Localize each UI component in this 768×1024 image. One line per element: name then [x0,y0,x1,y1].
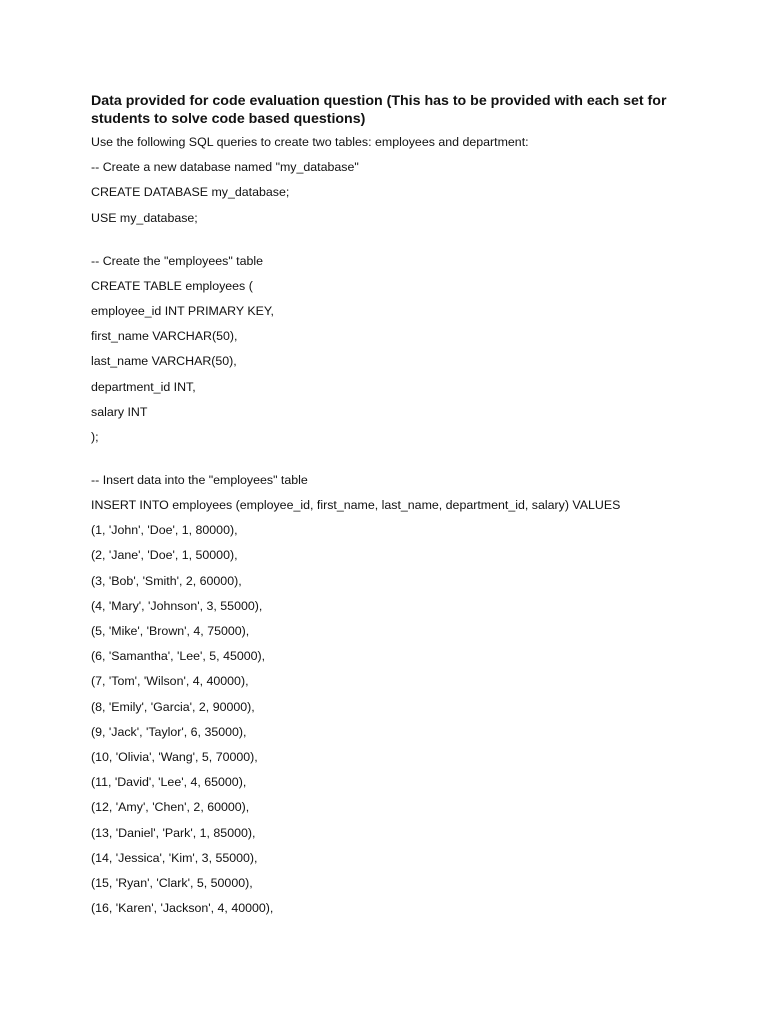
code-line: -- Insert data into the "employees" table [91,472,308,487]
code-line: ); [91,429,99,444]
code-line: last_name VARCHAR(50), [91,354,237,369]
code-line: (12, 'Amy', 'Chen', 2, 60000), [91,800,250,815]
code-line: (15, 'Ryan', 'Clark', 5, 50000), [91,875,253,890]
intro-text: Use the following SQL queries to create two tables: employees and department: [91,135,529,149]
document-heading: Data provided for code evaluation question (This has to be provided with each set for students to solve code based questions) [91,93,667,127]
code-line: salary INT [91,404,148,419]
code-line: (1, 'John', 'Doe', 1, 80000), [91,523,238,538]
code-line: (16, 'Karen', 'Jackson', 4, 40000), [91,901,274,916]
code-line: (10, 'Olivia', 'Wang', 5, 70000), [91,749,258,764]
insert-data-section [91,473,691,915]
code-line: (8, 'Emily', 'Garcia', 2, 90000), [91,699,255,714]
code-line: CREATE TABLE employees ( [91,278,253,293]
create-table-section [91,254,691,444]
code-line: department_id INT, [91,379,196,394]
code-line: employee_id INT PRIMARY KEY, [91,303,274,318]
code-line: CREATE DATABASE my_database; [91,185,290,200]
code-line: (7, 'Tom', 'Wilson', 4, 40000), [91,674,249,689]
create-database-section [91,160,691,224]
code-line: USE my_database; [91,210,198,225]
code-line: (9, 'Jack', 'Taylor', 6, 35000), [91,724,247,739]
code-line: -- Create a new database named "my_database" [91,160,359,175]
code-line: (2, 'Jane', 'Doe', 1, 50000), [91,548,238,563]
code-line: (5, 'Mike', 'Brown', 4, 75000), [91,624,250,638]
code-line: INSERT INTO employees (employee_id, first_name, last_name, department_id, salary) VALUES [91,498,621,513]
code-line: (6, 'Samantha', 'Lee', 5, 45000), [91,649,266,664]
code-line: (14, 'Jessica', 'Kim', 3, 55000), [91,850,258,865]
code-line: first_name VARCHAR(50), [91,329,238,344]
code-line: (11, 'David', 'Lee', 4, 65000), [91,775,247,790]
document-page [91,92,691,915]
code-line: (4, 'Mary', 'Johnson', 3, 55000), [91,598,263,613]
code-line: -- Create the "employees" table [91,253,264,268]
code-line: (13, 'Daniel', 'Park', 1, 85000), [91,825,256,840]
code-line: (3, 'Bob', 'Smith', 2, 60000), [91,573,242,588]
